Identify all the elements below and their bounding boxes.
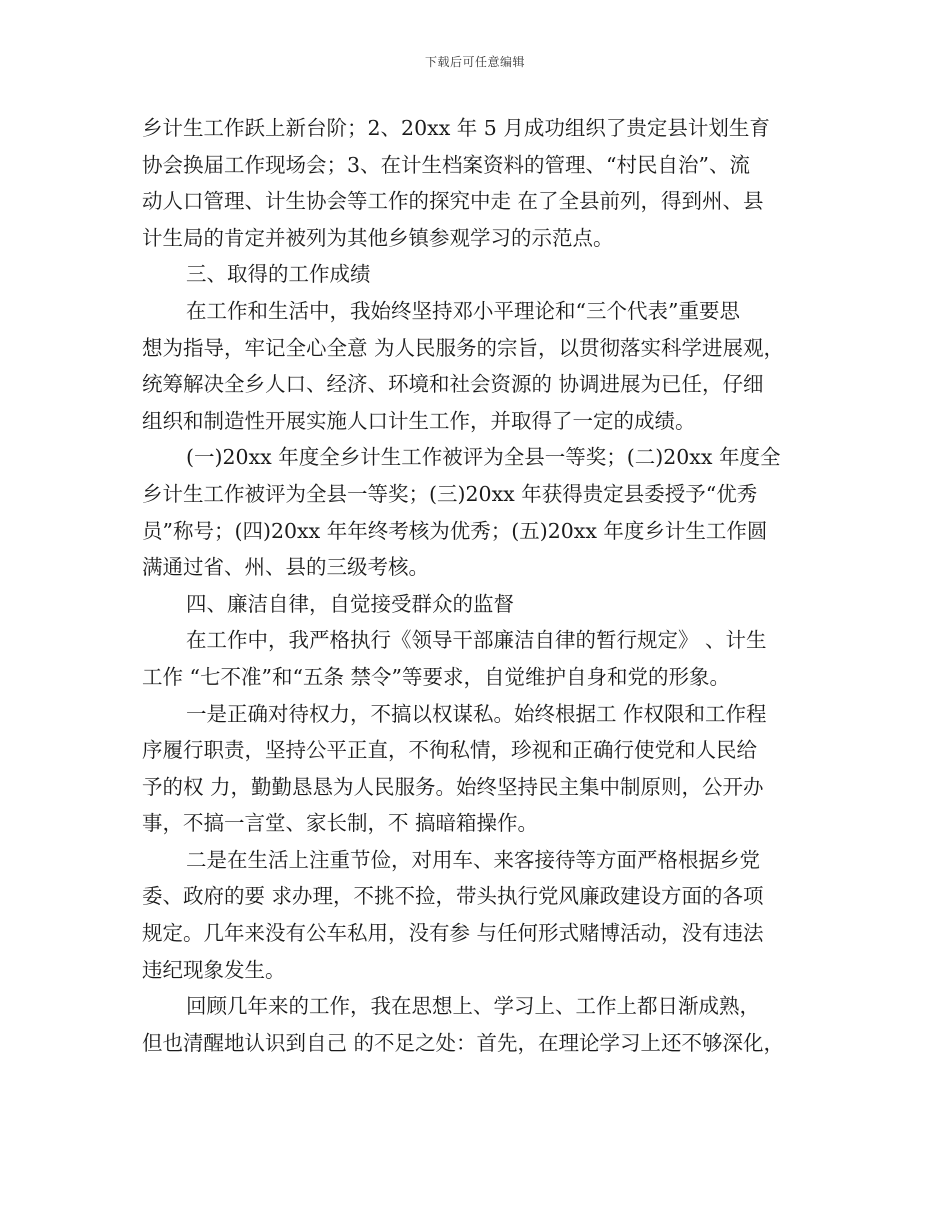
text-line: 动人口管理、计生协会等工作的探究中走 在了全县前列，得到州、县	[142, 189, 764, 214]
text-line: 员”称号；(四)20xx 年年终考核为优秀；(五)20xx 年度乡计生工作圆	[142, 518, 768, 543]
text-line: (一)20xx 年度全乡计生工作被评为全县一等奖；(二)20xx 年度全	[186, 445, 781, 470]
text-line: 二是在生活上注重节俭，对用车、来客接待等方面严格根据乡党	[186, 847, 760, 872]
text-line: 工作 “七不准”和“五条 禁令”等要求，自觉维护自身和党的形象。	[142, 664, 730, 689]
text-line: 三、取得的工作成绩	[186, 262, 371, 287]
text-line: 规定。几年来没有公车私用，没有参 与任何形式赌博活动，没有违法	[142, 921, 764, 946]
text-line: 满通过省、州、县的三级考核。	[142, 555, 429, 580]
text-line: 回顾几年来的工作，我在思想上、学习上、工作上都日渐成熟，	[186, 994, 760, 1019]
text-line: 计生局的肯定并被列为其他乡镇参观学习的示范点。	[142, 225, 614, 250]
page-header: 下载后可任意编辑	[424, 55, 525, 69]
text-line: 违纪现象发生。	[142, 957, 286, 982]
text-line: 乡计生工作被评为全县一等奖；(三)20xx 年获得贵定县委授予“优秀	[142, 481, 758, 506]
text-line: 委、政府的要 求办理，不挑不捡，带头执行党风廉政建设方面的各项	[142, 884, 764, 909]
document-body	[142, 110, 812, 1061]
text-line: 序履行职责，坚持公平正直，不徇私情，珍视和正确行使党和人民给	[142, 738, 757, 763]
text-line: 协会换届工作现场会；3、在计生档案资料的管理、“村民自治”、流	[142, 152, 751, 177]
text-line: 事，不搞一言堂、家长制，不 搞暗箱操作。	[142, 811, 539, 836]
text-line: 想为指导，牢记全心全意 为人民服务的宗旨，以贯彻落实科学进展观，	[142, 335, 785, 360]
text-line: 统筹解决全乡人口、经济、环境和社会资源的 协调进展为已任，仔细	[142, 372, 764, 397]
text-line: 但也清醒地认识到自己 的不足之处：首先，在理论学习上还不够深化，	[142, 1030, 785, 1055]
text-line: 组织和制造性开展实施人口计生工作，并取得了一定的成绩。	[142, 408, 696, 433]
text-line: 乡计生工作跃上新台阶；2、20xx 年 5 月成功组织了贵定县计划生育	[142, 116, 770, 140]
text-line: 在工作和生活中，我始终坚持邓小平理论和“三个代表”重要思	[186, 298, 740, 323]
text-line: 四、廉洁自律，自觉接受群众的监督	[186, 591, 514, 616]
text-line: 在工作中，我严格执行《领导干部廉洁自律的暂行规定》 、计生	[186, 628, 767, 653]
text-line: 一是正确对待权力，不搞以权谋私。始终根据工 作权限和工作程	[186, 701, 767, 726]
text-line: 予的权 力，勤勤恳恳为人民服务。始终坚持民主集中制原则，公开办	[142, 774, 764, 799]
